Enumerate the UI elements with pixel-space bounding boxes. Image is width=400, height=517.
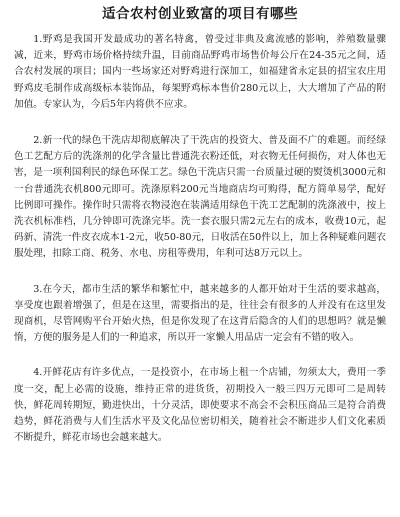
paragraph-4: 4.开鲜花店有许多优点，一是投资小，在市场上租一个店铺，勿须太大，费用一季度一交，配上必需的设施，维持正常的进货货，初期投入一般三四万元即可二是周转快，鲜花周转期短，勤进快出，十分灵活，即使要求不高会不会积压商品三是符合消费趋势，鲜花消费与人们生活水平及文化品位密切相关，随着社会不断进步人们文化素质不断提升，鲜花市场也会越来越大。 bbox=[14, 367, 386, 444]
paragraph-1: 1.野鸡是我国开发最成功的著名特禽，曾受过非典及禽流感的影响，养殖数量骤减，近来，野鸡市场价格持续升温，目前商品野鸡市场售价每公斤在24-35元之间，适合农村发展的项目；国内一些场家还对野鸡进行深加工，如福建省永定县的招宝农庄用野鸡皮毛制作成高级标本装饰品，每架野鸡标本售价280元以上，大大增加了产品的附加值。专家认为，今后5年内将供不应求。 bbox=[14, 34, 386, 110]
paragraph-3: 3.在今天，都市生活的繁华和繁忙中，越来越多的人都开始对于生活的要求越高，享受度也跟着增强了，但是在这里，需要指出的是，往往会有很多的人并没有在这里发现商机，尽管网购平台开始火热，但是你发现了在这背后隐含的人们的思想吗？就是懒惰，方便的服务是人们的一种追求，所以开一家懒人用品店一定会有不错的收入。 bbox=[14, 283, 386, 344]
document-title: 适合农村创业致富的项目有哪些 bbox=[102, 6, 298, 22]
paragraph-2: 2.新一代的绿色干洗店却彻底解决了干洗店的投资大、普及面不广的难题。而经绿色工艺配方后的洗涤剂的化学含量比普通洗衣粉还低，对衣物无任何损伤，对人体也无害，是一项利国利民的绿色环保工艺。绿色干洗店只需一台质量过硬的熨烫机3000元和一台普通洗衣机800元即可。洗涤原料200元当地商店均可购得，配方简单易学，配好比例即可操作。操作时只需将衣物浸泡在装满适用绿色干洗工艺配制的洗涤液中，按上洗衣机标准档，几分钟即可洗涤完毕。洗一套衣服只需2元左右的成本，收费10元，起码新、清洗一件皮衣成本1-2元，收50-80元，日收活在50件以上，加上各种疑难问题衣服处理，扣除工商、税务、水电、房租等费用，年利可达8万元以上。 bbox=[14, 135, 386, 260]
